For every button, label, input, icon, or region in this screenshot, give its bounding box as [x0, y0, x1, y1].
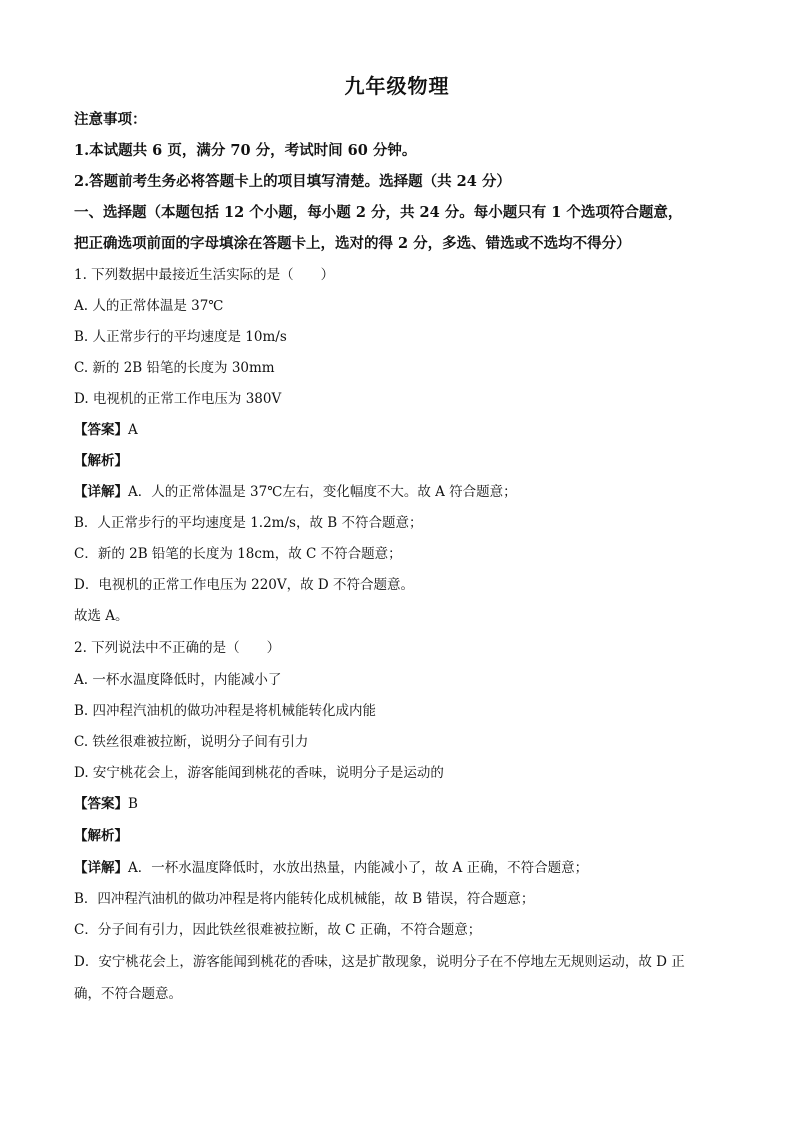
notice-heading: 注意事项：	[74, 111, 147, 128]
q2-option-b: B. 四冲程汽油机的做功冲程是将机械能转化成内能	[74, 703, 377, 719]
q1-analysis-tag: 【解析】	[74, 453, 128, 469]
answer-tag: 【答案】	[74, 422, 128, 438]
q1-stem: 1. 下列数据中最接近生活实际的是（ ）	[74, 267, 335, 283]
q2-stem: 2. 下列说法中不正确的是（ ）	[74, 640, 281, 656]
detail-text: A．一杯水温度降低时，水放出热量，内能减小了，故 A 正确，不符合题意；	[128, 860, 589, 876]
q1-conclusion: 故选 A。	[74, 608, 129, 624]
q2-detail-b: B．四冲程汽油机的做功冲程是将内能转化成机械能，故 B 错误，符合题意；	[74, 891, 535, 907]
q1-detail-d: D．电视机的正常工作电压为 220V，故 D 不符合题意。	[74, 577, 415, 593]
q1-option-b: B. 人正常步行的平均速度是 10m/s	[74, 329, 287, 345]
q1-detail-b: B．人正常步行的平均速度是 1.2m/s，故 B 不符合题意；	[74, 515, 423, 531]
q2-answer	[74, 794, 138, 814]
notice-item-1: 1.本试题共 6 页，满分 70 分，考试时间 60 分钟。	[74, 142, 417, 159]
q1-answer	[74, 420, 138, 440]
detail-tag: 【详解】	[74, 484, 128, 500]
q1-detail-c: C．新的 2B 铅笔的长度为 18cm，故 C 不符合题意；	[74, 546, 402, 562]
section-heading-line-2: 把正确选项前面的字母填涂在答题卡上，选对的得 2 分，多选、错选或不选均不得分）	[74, 235, 631, 252]
q1-option-c: C. 新的 2B 铅笔的长度为 30mm	[74, 360, 275, 376]
q1-detail-a	[74, 482, 517, 502]
q1-option-a: A. 人的正常体温是 37℃	[74, 298, 224, 314]
q2-option-c: C. 铁丝很难被拉断，说明分子间有引力	[74, 734, 309, 750]
q2-detail-d-line-1: D．安宁桃花会上，游客能闻到桃花的香味，这是扩散现象，说明分子在不停地左无规则运动，故 D 正	[74, 954, 685, 970]
q2-detail-a	[74, 858, 588, 878]
section-heading-line-1: 一、选择题（本题包括 12 个小题，每小题 2 分，共 24 分。每小题只有 1 个选项符合题意，	[74, 204, 683, 221]
q1-option-d: D. 电视机的正常工作电压为 380V	[74, 391, 282, 407]
answer-value: A	[128, 422, 138, 438]
q2-detail-d-line-2: 确，不符合题意。	[74, 986, 182, 1002]
q2-option-d: D. 安宁桃花会上，游客能闻到桃花的香味，说明分子是运动的	[74, 765, 444, 781]
page-title: 九年级物理	[344, 74, 450, 98]
q2-detail-c: C．分子间有引力，因此铁丝很难被拉断，故 C 正确，不符合题意；	[74, 922, 482, 938]
answer-value: B	[128, 796, 138, 812]
detail-text: A．人的正常体温是 37℃左右，变化幅度不大。故 A 符合题意；	[128, 484, 517, 500]
q2-option-a: A. 一杯水温度降低时，内能减小了	[74, 672, 282, 688]
detail-tag: 【详解】	[74, 860, 128, 876]
q2-analysis-tag: 【解析】	[74, 828, 128, 844]
notice-item-2: 2.答题前考生务必将答题卡上的项目填写清楚。选择题（共 24 分）	[74, 173, 511, 190]
answer-tag: 【答案】	[74, 796, 128, 812]
